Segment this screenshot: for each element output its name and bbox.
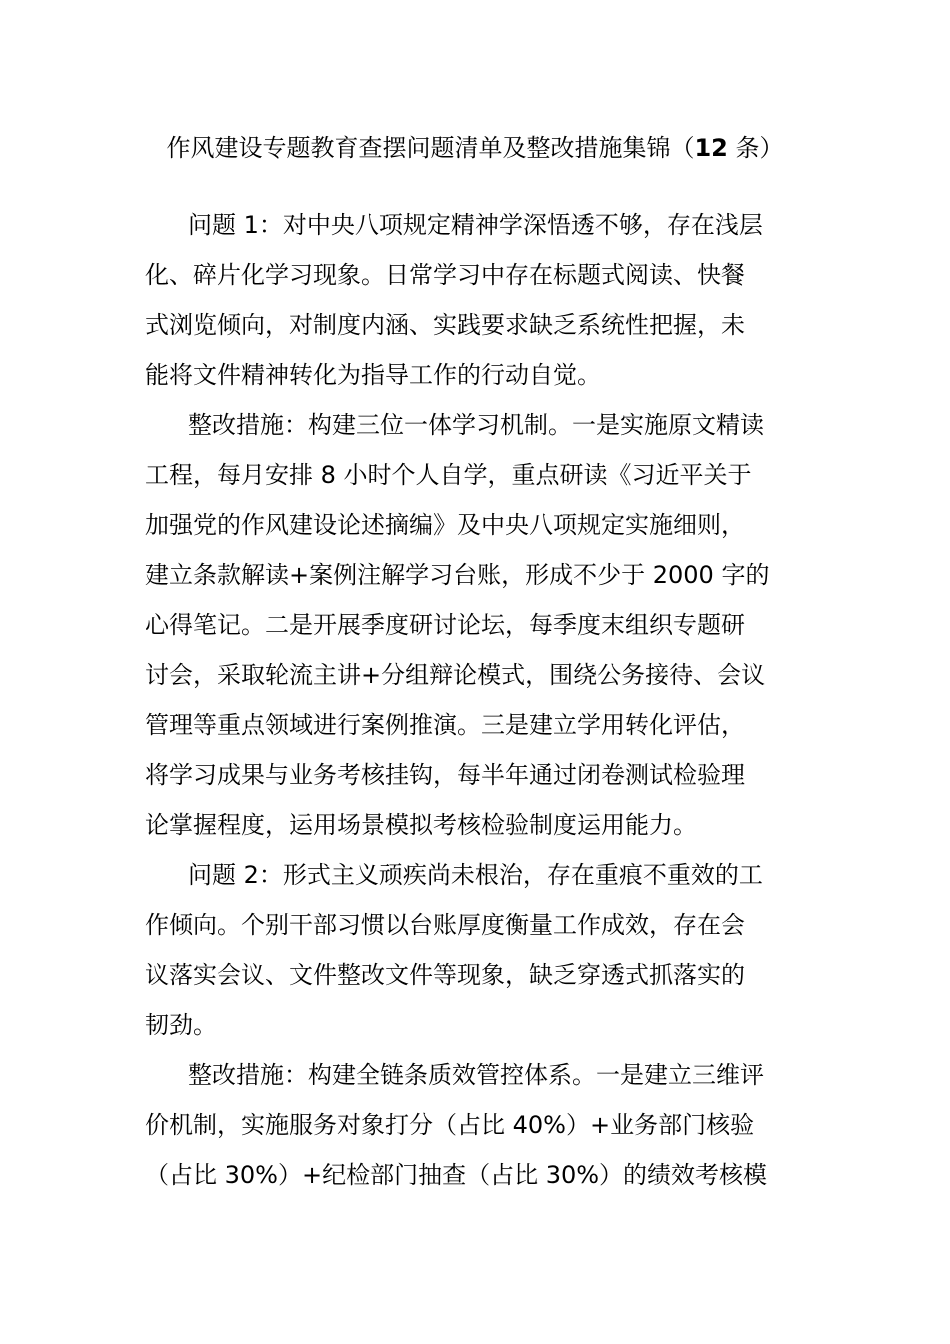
issue-1-line-3: 式浏览倾向，对制度内涵、实践要求缺乏系统性把握，未 (145, 311, 745, 339)
measure-1-line-6: 讨会，采取轮流主讲+分组辩论模式，围绕公务接待、会议 (145, 661, 766, 689)
issue-2-line-1: 问题 2：形式主义顽疾尚未根治，存在重痕不重效的工 (188, 861, 763, 889)
document-title (0, 128, 950, 168)
title-suffix: 条） (727, 134, 784, 162)
title-prefix: 作风建设专题教育查摆问题清单及整改措施集锦（ (166, 134, 695, 162)
issue-1-line-4: 能将文件精神转化为指导工作的行动自觉。 (145, 361, 601, 389)
issue-1-line-1: 问题 1：对中央八项规定精神学深悟透不够，存在浅层 (188, 211, 763, 239)
measure-2-line-3: （占比 30%）+纪检部门抽查（占比 30%）的绩效考核模 (145, 1161, 768, 1189)
measure-1-line-4: 建立条款解读+案例注解学习台账，形成不少于 2000 字的 (145, 561, 770, 589)
measure-1-line-1: 整改措施：构建三位一体学习机制。一是实施原文精读 (188, 411, 764, 439)
issue-2-line-2: 作倾向。个别干部习惯以台账厚度衡量工作成效，存在会 (145, 911, 745, 939)
issue-2-line-3: 议落实会议、文件整改文件等现象，缺乏穿透式抓落实的 (145, 961, 745, 989)
measure-2-line-1: 整改措施：构建全链条质效管控体系。一是建立三维评 (188, 1061, 764, 1089)
measure-1-line-5: 心得笔记。二是开展季度研讨论坛，每季度末组织专题研 (145, 611, 745, 639)
issue-2-line-4: 韧劲。 (145, 1011, 217, 1039)
measure-1-line-9: 论掌握程度，运用场景模拟考核检验制度运用能力。 (145, 811, 697, 839)
measure-1-line-7: 管理等重点领域进行案例推演。三是建立学用转化评估， (145, 711, 745, 739)
issue-1-line-2: 化、碎片化学习现象。日常学习中存在标题式阅读、快餐 (145, 261, 745, 289)
document-body (145, 200, 805, 1200)
title-number: 12 (694, 134, 728, 162)
measure-1-line-2: 工程，每月安排 8 小时个人自学，重点研读《习近平关于 (145, 461, 752, 489)
measure-2-line-2: 价机制，实施服务对象打分（占比 40%）+业务部门核验 (145, 1111, 755, 1139)
measure-1-line-8: 将学习成果与业务考核挂钩，每半年通过闭卷测试检验理 (145, 761, 745, 789)
measure-1-line-3: 加强党的作风建设论述摘编》及中央八项规定实施细则， (145, 511, 745, 539)
